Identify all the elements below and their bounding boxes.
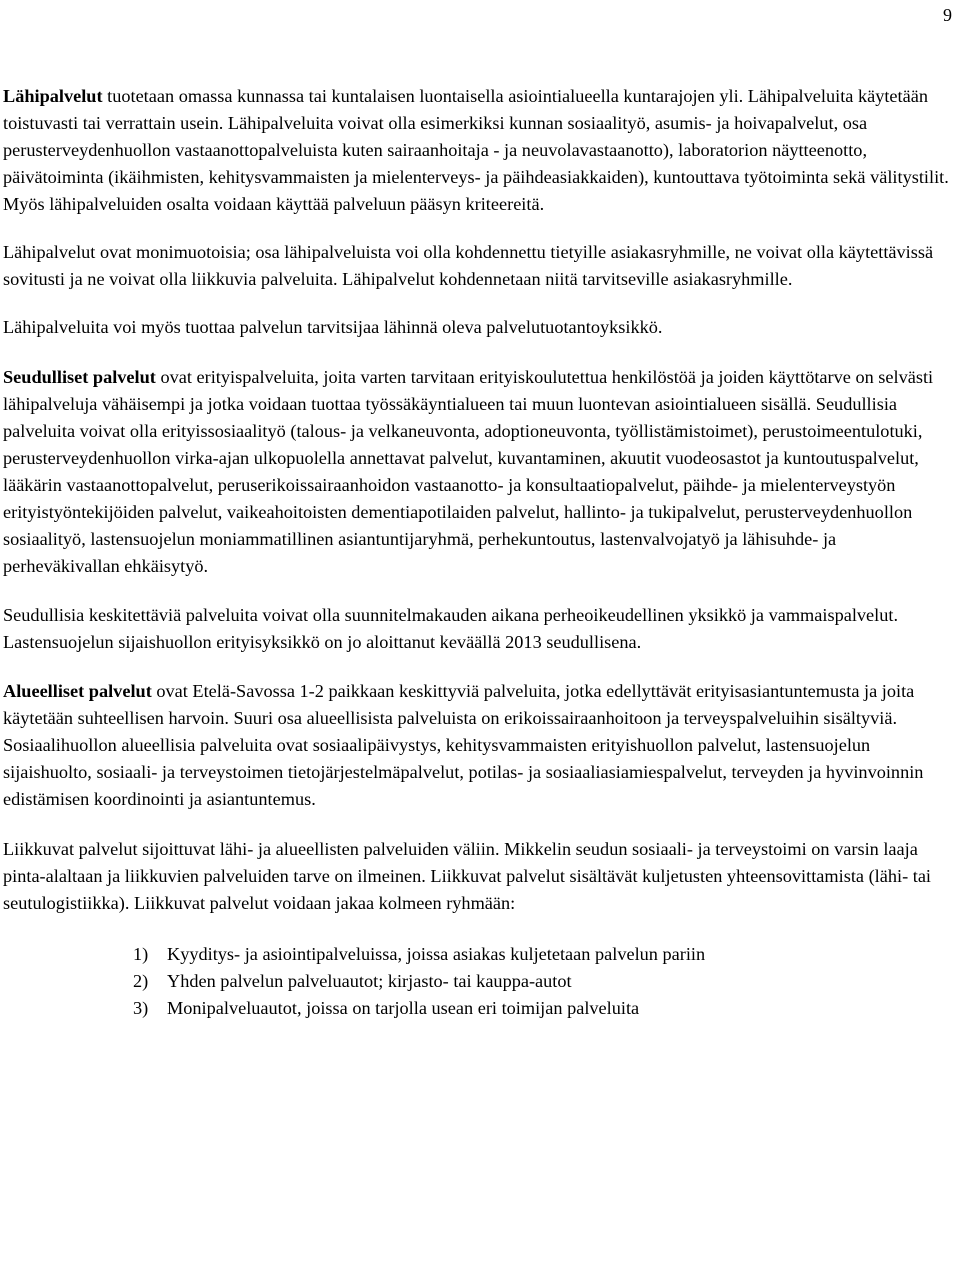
list-text: Monipalveluautot, joissa on tarjolla usean eri toimijan palveluita (167, 998, 640, 1018)
term-lahipalvelut: Lähipalvelut (3, 86, 103, 106)
list-number: 2) (133, 971, 149, 991)
document-body (3, 83, 955, 1022)
paragraph-tuotantoyksikko: Lähipalveluita voi myös tuottaa palvelun tarvitsijaa lähinnä oleva palvelutuotantoyksikkö. (3, 317, 663, 337)
paragraph-liikkuvat: Liikkuvat palvelut sijoittuvat lähi- ja alueellisten palveluiden väliin. Mikkelin seudun sosiaali- ja terveystoimi on varsin laaja pinta-alaltaan ja liikkuvien palveluiden tarve on ilmeinen. Liikkuvat palvelut sisältävät kuljetusten yhteensovittamista (lähi- tai seutulogistiikka). Liikkuvat palvelut voidaan jakaa kolmeen ryhmään: (3, 839, 932, 913)
list-text: Yhden palvelun palveluautot; kirjasto- tai kauppa-autot (167, 971, 572, 991)
list-text: Kyyditys- ja asiointipalveluissa, joissa asiakas kuljetetaan palvelun pariin (167, 944, 706, 964)
list-number: 1) (133, 944, 149, 964)
list-item (3, 941, 955, 968)
paragraph-alueelliset (3, 678, 955, 813)
list-item (3, 968, 955, 995)
list-number: 3) (133, 998, 149, 1018)
paragraph-text: tuotetaan omassa kunnassa tai kuntalaisen luontaisella asiointialueella kuntarajojen yli. Lähipalveluita käytetään toistuvasti tai verrattain usein. Lähipalveluita voivat olla esimerkiksi kunnan sosiaalityö, asumis- ja hoivapalvelut, osa perusterveydenhuollon vastaanottopalveluista kuten sairaanhoitaja - ja neuvolavastaanotto), laboratorion näytteenotto, päivätoiminta (ikäihmisten, kehitysvammaisten ja mielenterveys- ja päihdeasiakkaiden), kuntouttava työtoiminta sekä välitystilit. Myös lähipalveluiden osalta voidaan käyttää palveluun pääsyn kriteereitä. (3, 86, 949, 214)
paragraph-keskitettavat: Seudullisia keskitettäviä palveluita voivat olla suunnitelmakauden aikana perheoikeudellinen yksikkö ja vammaispalvelut. Lastensuojelun sijaishuollon erityisyksikkö on jo aloittanut keväällä 2013 seudullisena. (3, 605, 899, 652)
list-item (3, 995, 955, 1022)
term-alueelliset: Alueelliset palvelut (3, 681, 152, 701)
paragraph-text: ovat Etelä-Savossa 1-2 paikkaan keskittyviä palveluita, jotka edellyttävät erityisasiantuntemusta ja joita käytetään suhteellisen harvoin. Suuri osa alueellisista palveluista on erikoissairaanhoitoon ja terveyspalveluihin sisältyviä. Sosiaalihuollon alueellisia palveluita ovat sosiaalipäivystys, kehitysvammaisten erityishuollon palvelut, lastensuojelun sijaishuolto, sosiaali- ja terveystoimen tietojärjestelmäpalvelut, potilas- ja sosiaaliasiamiespalvelut, terveyden ja hyvinvoinnin edistämisen koordinointi ja asiantuntemus. (3, 681, 924, 809)
page-number: 9 (943, 5, 952, 25)
term-seudulliset: Seudulliset palvelut (3, 367, 156, 387)
paragraph-lahipalvelut (3, 83, 955, 218)
paragraph-text: ovat erityispalveluita, joita varten tarvitaan erityiskoulutettua henkilöstöä ja joiden käyttötarve on selvästi lähipalveluja vähäisempi ja jotka voidaan tuottaa työssäkäyntialueen tai muun luontevan asiointialueen sisällä. Seudullisia palveluita voivat olla erityissosiaalityö (talous- ja velkaneuvonta, adoptioneuvonta, työllistämistoimet), perustoimeentulotuki, perusterveydenhuollon virka-ajan ulkopuolella annettavat palvelut, kuvantaminen, akuutit vuodeosastot ja kuntoutuspalvelut, lääkärin vastaanottopalvelut, peruserikoissairaanhoidon vastaanotto- ja konsultaatiopalvelut, päihde- ja mielenterveystyön erityistyöntekijöiden palvelut, vaikeahoitoisten dementiapotilaiden palvelut, hallinto- ja tukipalvelut, perusterveydenhuollon sosiaalityö, lastensuojelun moniammatillinen asiantuntijaryhmä, perhekuntoutus, lastenvalvojatyö ja lähisuhde- ja perheväkivallan ehkäisytyö. (3, 367, 934, 576)
paragraph-monimuotoisia: Lähipalvelut ovat monimuotoisia; osa lähipalveluista voi olla kohdennettu tietyille asiakasryhmille, ne voivat olla käytettävissä sovitusti ja ne voivat olla liikkuvia palveluita. Lähipalvelut kohdennetaan niitä tarvitseville asiakasryhmille. (3, 242, 934, 289)
paragraph-seudulliset (3, 364, 955, 580)
service-group-list (3, 941, 955, 1022)
